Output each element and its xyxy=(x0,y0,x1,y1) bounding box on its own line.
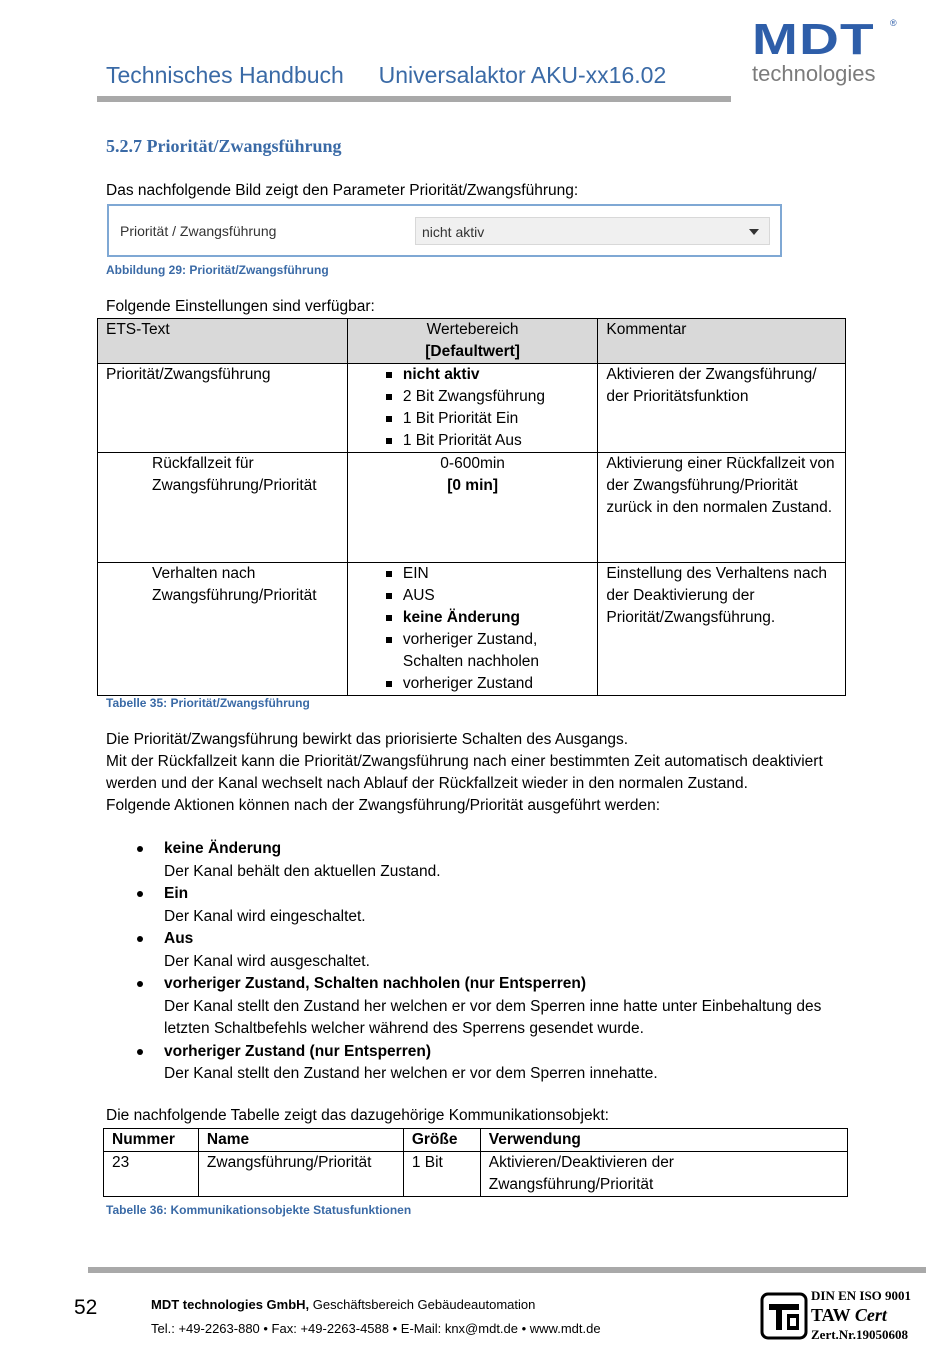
footer-company xyxy=(151,1297,535,1312)
handbook-title: Technisches Handbuch xyxy=(106,62,344,88)
ets-parameter-screenshot xyxy=(107,204,782,257)
paragraph: Mit der Rückfallzeit kann die Priorität/Zwangsführung nach einer bestimmten Zeit automatisch deaktiviert werden und der Kanal wechselt nach Ablauf der Rückfallzeit wieder in den normalen Zustand. xyxy=(106,753,823,792)
action-description: Der Kanal stellt den Zustand her welchen er vor dem Sperren innehatte. xyxy=(164,1065,658,1082)
action-description: Der Kanal wird eingeschaltet. xyxy=(164,907,366,925)
table-header-row xyxy=(104,1129,848,1152)
actions-list xyxy=(106,838,866,1086)
action-title: vorheriger Zustand, Schalten nachholen (nur Entsperren) xyxy=(164,975,587,992)
action-title: Aus xyxy=(164,930,194,947)
table-caption: Tabelle 36: Kommunikationsobjekte Statusfunktionen xyxy=(106,1203,412,1217)
footer-contact: Tel.: +49-2263-880 • Fax: +49-2263-4588 • E-Mail: knx@mdt.de • www.mdt.de xyxy=(151,1321,601,1336)
header-size: Größe xyxy=(403,1129,480,1152)
range-value: 0-600min xyxy=(440,455,505,472)
logo-subtitle: technologies xyxy=(752,61,876,86)
option-item: nicht aktiv xyxy=(386,364,590,386)
body-text xyxy=(106,729,846,817)
table-row xyxy=(98,364,846,453)
logo-wordmark: MDT xyxy=(752,15,875,64)
header-usage: Verwendung xyxy=(480,1129,847,1152)
cell-name: Zwangsführung/Priorität xyxy=(198,1152,403,1197)
mdt-logo xyxy=(752,15,900,92)
row-comment: Aktivierung einer Rückfallzeit von der Zwangsführung/Priorität zurück in den normalen Zustand. xyxy=(598,453,846,563)
ets-parameter-label: Priorität / Zwangsführung xyxy=(120,223,277,239)
cert-standard: DIN EN ISO 9001 xyxy=(811,1288,912,1303)
certification-text xyxy=(811,1287,911,1343)
registered-mark: ® xyxy=(890,18,897,28)
option-item: keine Änderung xyxy=(386,607,590,629)
row-options xyxy=(347,563,598,696)
header-value-range xyxy=(347,319,598,364)
row-comment: Einstellung des Verhaltens nach der Deaktivierung der Priorität/Zwangsführung. xyxy=(598,563,846,696)
paragraph: Folgende Aktionen können nach der Zwangsführung/Priorität ausgeführt werden: xyxy=(106,797,661,814)
chevron-down-icon xyxy=(749,229,759,235)
list-item xyxy=(106,928,866,973)
list-item xyxy=(106,973,866,1041)
action-title: vorheriger Zustand (nur Entsperren) xyxy=(164,1042,431,1060)
settings-intro: Folgende Einstellungen sind verfügbar: xyxy=(106,298,375,315)
option-item: vorheriger Zustand xyxy=(386,673,590,695)
row-range xyxy=(347,453,598,563)
paragraph: Die Priorität/Zwangsführung bewirkt das priorisierte Schalten des Ausgangs. xyxy=(106,731,629,748)
option-item: 2 Bit Zwangsführung xyxy=(386,386,590,408)
action-title: Ein xyxy=(164,885,189,902)
company-division: Geschäftsbereich Gebäudeautomation xyxy=(309,1297,536,1312)
row-options xyxy=(347,364,598,453)
header-comment: Kommentar xyxy=(598,319,846,364)
cell-size: 1 Bit xyxy=(403,1152,480,1197)
option-item: vorheriger Zustand, Schalten nachholen xyxy=(386,629,590,673)
footer-divider xyxy=(88,1267,926,1273)
intro-text: Das nachfolgende Bild zeigt den Parameter Priorität/Zwangsführung: xyxy=(106,182,579,199)
header-range-label: Wertebereich xyxy=(426,321,519,338)
option-item: 1 Bit Priorität Aus xyxy=(386,430,590,452)
row-comment: Aktivieren der Zwangsführung/ der Prioritätsfunktion xyxy=(598,364,846,453)
company-name: MDT technologies GmbH, xyxy=(151,1297,310,1312)
cell-number: 23 xyxy=(104,1152,199,1197)
settings-table xyxy=(97,318,846,696)
row-ets-text: Rückfallzeit für Zwangsführung/Priorität xyxy=(98,453,348,563)
header-ets-text: ETS-Text xyxy=(98,319,348,364)
cert-number: Zert.Nr.19050608 xyxy=(811,1327,909,1342)
product-title: Universalaktor AKU-xx16.02 xyxy=(378,62,667,88)
header-divider xyxy=(97,96,731,102)
cert-issuer xyxy=(811,1304,911,1326)
page-number: 52 xyxy=(74,1296,98,1319)
list-item xyxy=(106,883,866,928)
option-item: AUS xyxy=(386,585,590,607)
figure-caption: Abbildung 29: Priorität/Zwangsführung xyxy=(106,263,329,277)
row-ets-text: Verhalten nach Zwangsführung/Priorität xyxy=(98,563,348,696)
comm-object-table xyxy=(103,1128,848,1197)
table-header-row xyxy=(98,319,846,364)
table-row xyxy=(98,453,846,563)
option-item: EIN xyxy=(386,563,590,585)
cert-issuer-suffix: Cert xyxy=(854,1305,887,1325)
option-item: 1 Bit Priorität Ein xyxy=(386,408,590,430)
action-description: Der Kanal behält den aktuellen Zustand. xyxy=(164,862,441,880)
action-description: Der Kanal wird ausgeschaltet. xyxy=(164,952,370,970)
cert-issuer-name: TAW xyxy=(811,1305,851,1325)
list-item xyxy=(106,1041,866,1086)
action-description: Der Kanal stellt den Zustand her welchen er vor dem Sperren inne hatte unter Einbehaltung des letzten Schaltbefehls welcher während des Sperrens gesendet wurde. xyxy=(164,997,822,1037)
action-title: keine Änderung xyxy=(164,840,282,857)
table-row xyxy=(98,563,846,696)
comm-intro: Die nachfolgende Tabelle zeigt das dazugehörige Kommunikationsobjekt: xyxy=(106,1107,609,1124)
row-ets-text: Priorität/Zwangsführung xyxy=(98,364,348,453)
ets-dropdown-value: nicht aktiv xyxy=(422,224,485,240)
table-caption: Tabelle 35: Priorität/Zwangsführung xyxy=(106,696,310,710)
table-row xyxy=(104,1152,848,1197)
header-default-label: [Defaultwert] xyxy=(425,343,520,360)
header-number: Nummer xyxy=(104,1129,199,1152)
header-name: Name xyxy=(198,1129,403,1152)
section-title: 5.2.7 Priorität/Zwangsführung xyxy=(106,136,342,156)
cell-usage: Aktivieren/Deaktivieren der Zwangsführung/Priorität xyxy=(480,1152,847,1197)
default-value: [0 min] xyxy=(447,477,499,494)
taw-cert-logo-icon xyxy=(760,1292,808,1340)
document-header-title xyxy=(106,62,666,89)
list-item xyxy=(106,838,866,883)
ets-parameter-dropdown xyxy=(415,217,770,245)
